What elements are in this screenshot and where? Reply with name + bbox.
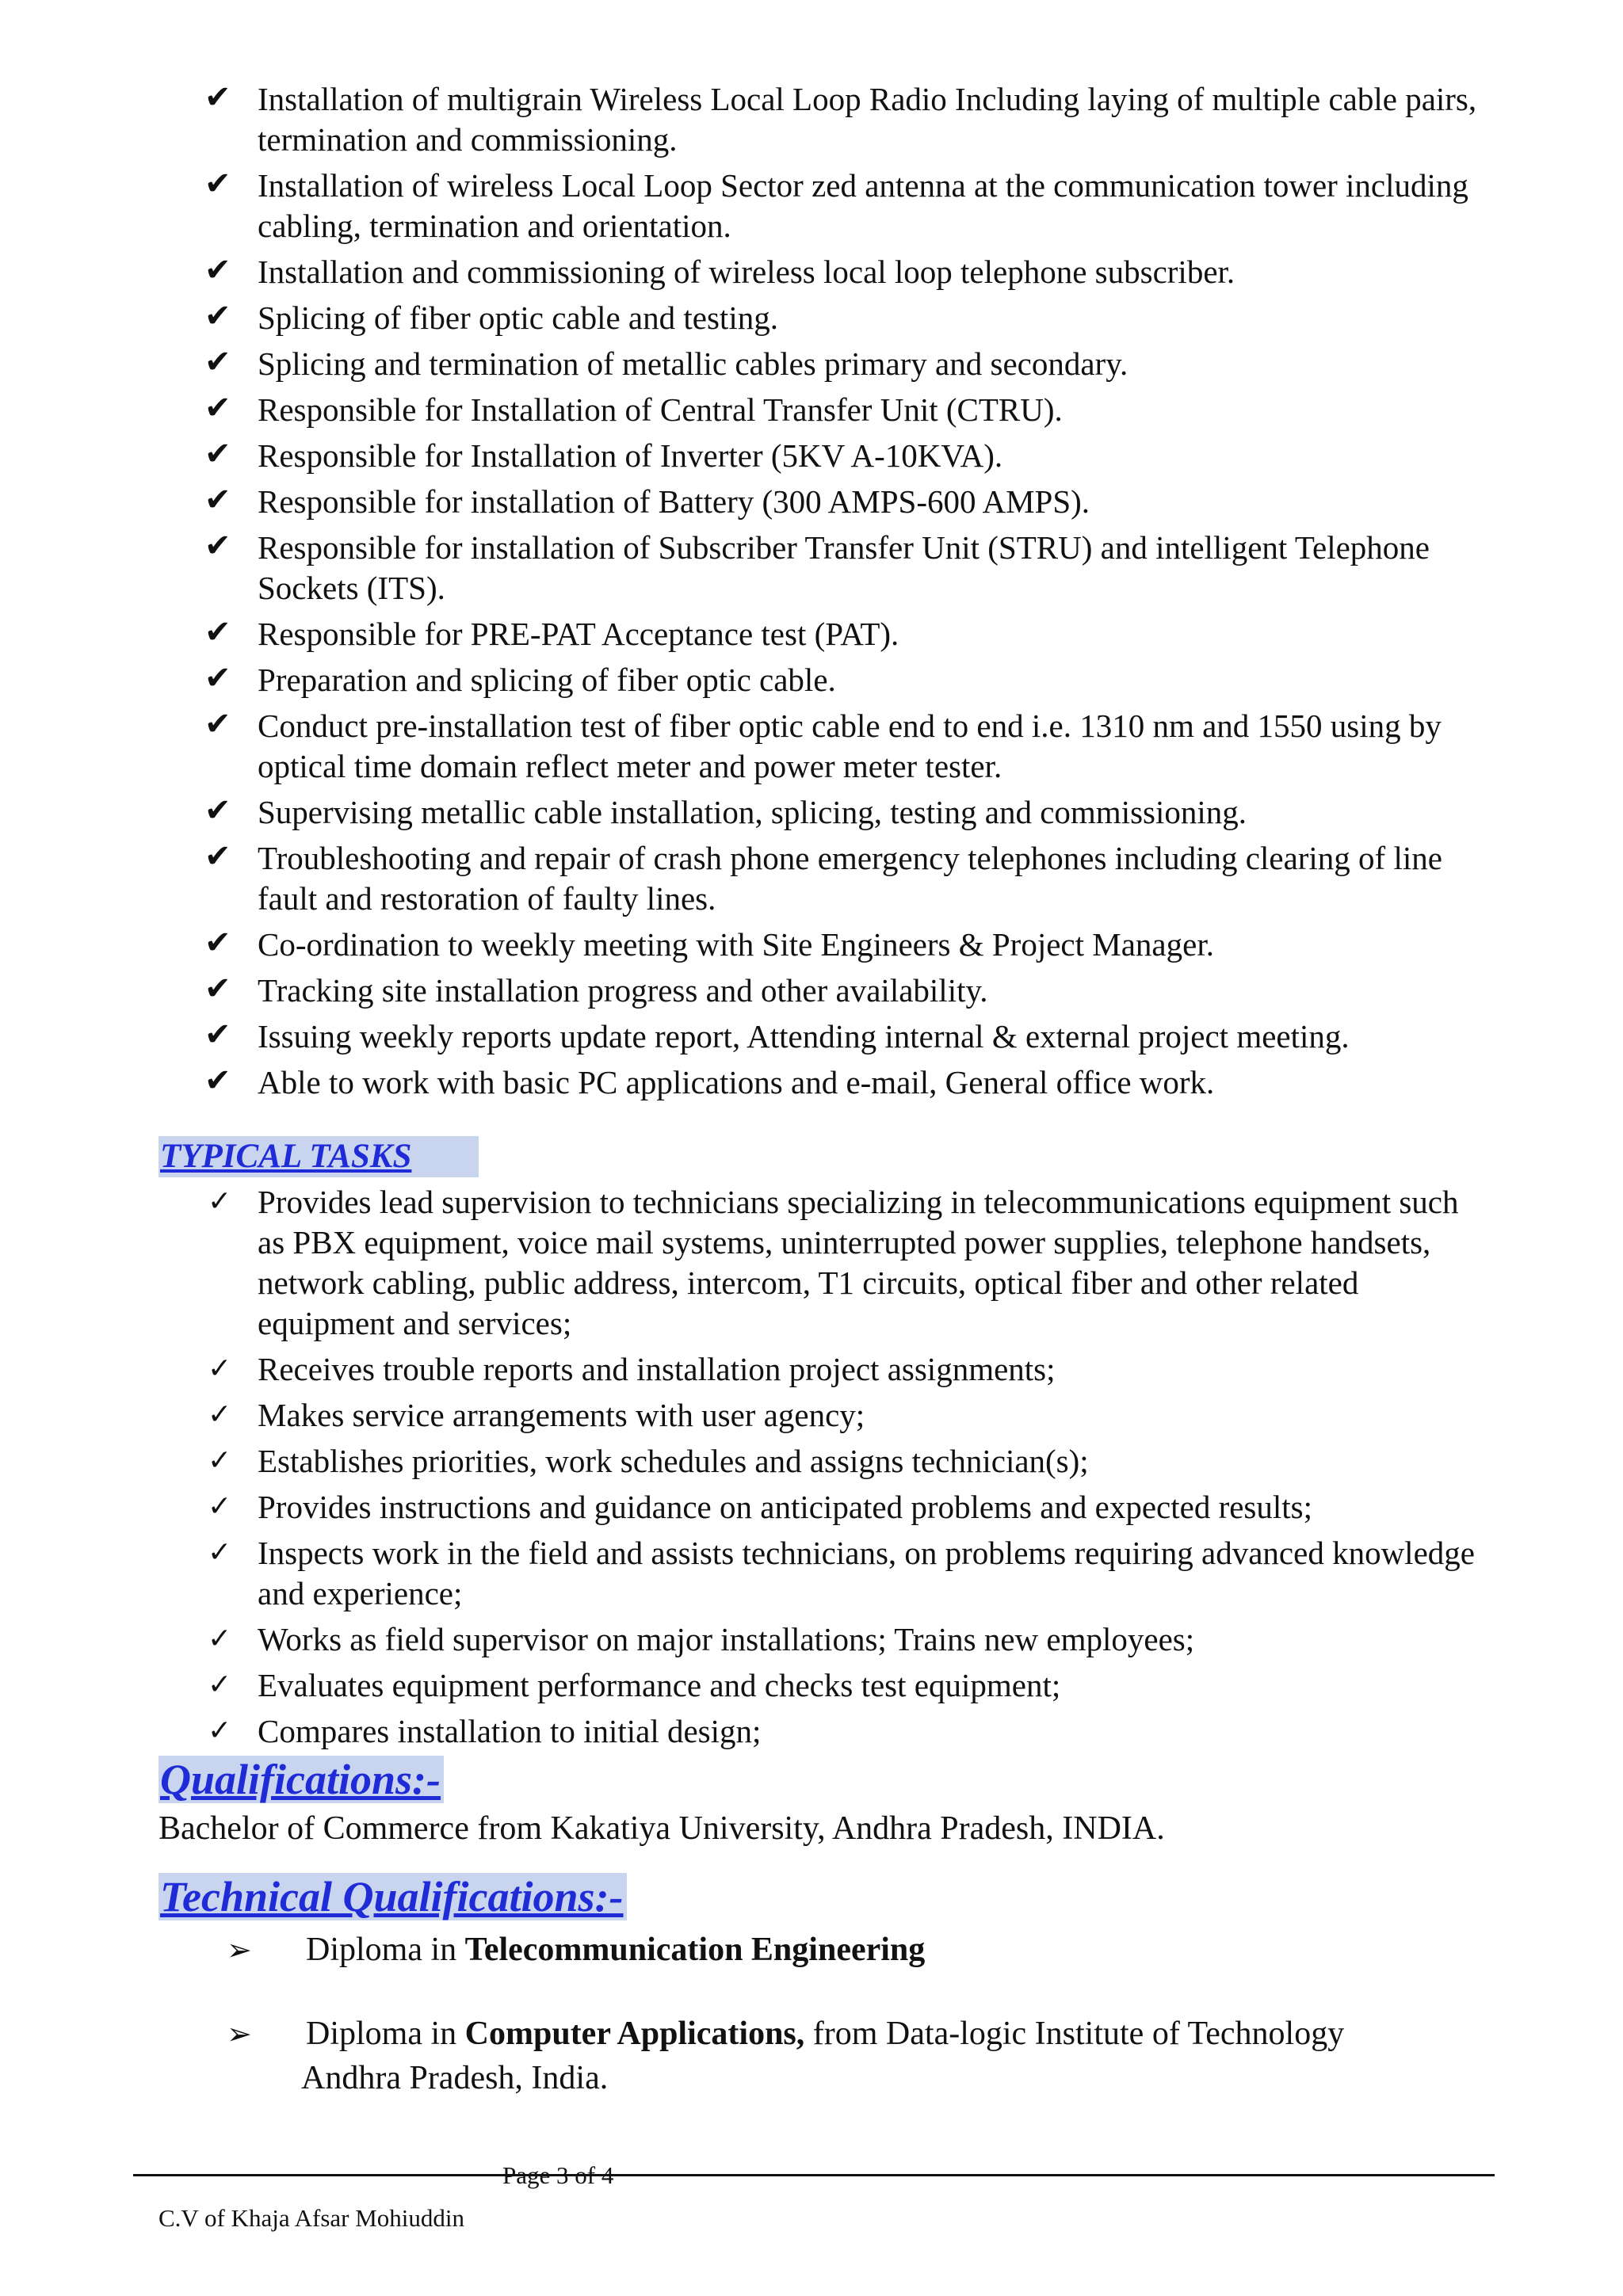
list-item (0, 390, 1494, 430)
check-icon: ✔ (204, 436, 231, 472)
duty-text: Responsible for installation of Battery (300 AMPS-600 AMPS). (258, 483, 1090, 520)
task-text: Provides lead supervision to technicians specializing in telecommunications equipment such as PBX equipment, voice mail systems, uninterrupted power supplies, telephone handsets, network cabling, public address, intercom, T1 circuits, optical fiber and other related equipment and services; (258, 1184, 1459, 1341)
check-icon: ✓ (208, 1185, 232, 1218)
check-icon: ✓ (208, 1352, 232, 1385)
list-item (0, 1349, 1478, 1390)
technical-item-line2: Andhra Pradesh, India. (301, 2060, 609, 2096)
duty-text: Installation of wireless Local Loop Sector zed antenna at the communication tower including cabling, termination and orientation. (258, 167, 1468, 244)
check-icon: ✓ (208, 1623, 232, 1655)
list-item (0, 792, 1494, 833)
check-icon: ✔ (204, 79, 231, 116)
duty-text: Responsible for Installation of Inverter (5KV A-10KVA). (258, 437, 1003, 474)
check-icon: ✓ (208, 1444, 232, 1477)
task-text: Provides instructions and guidance on anticipated problems and expected results; (258, 1489, 1313, 1525)
page-number: Page 3 of 4 (502, 2161, 614, 2189)
typical-tasks-list (0, 1182, 1478, 1757)
check-icon: ✔ (204, 971, 231, 1007)
list-item (0, 971, 1494, 1011)
check-icon: ✔ (204, 166, 231, 202)
duty-text: Splicing and termination of metallic cables primary and secondary. (258, 345, 1128, 382)
task-text: Receives trouble reports and installation project assignments; (258, 1351, 1056, 1387)
duty-text: Able to work with basic PC applications and e-mail, General office work. (258, 1064, 1215, 1100)
check-icon: ✔ (204, 482, 231, 518)
list-item (0, 1062, 1494, 1103)
check-icon: ✔ (204, 838, 231, 875)
technical-item-1 (0, 1928, 1623, 1976)
arrow-bullet-icon: ➢ (227, 2016, 252, 2051)
list-item (0, 1182, 1478, 1344)
list-item (0, 838, 1494, 919)
duty-text: Installation of multigrain Wireless Local Loop Radio Including laying of multiple cable pairs, termination and commissioning. (258, 81, 1477, 158)
list-item (0, 1711, 1478, 1752)
list-item (0, 298, 1494, 338)
footer-cv-name: C.V of Khaja Afsar Mohiuddin (158, 2204, 465, 2232)
technical-item-text (306, 1928, 1495, 1971)
list-item (0, 1533, 1478, 1614)
technical-item-suffix: from Data-logic Institute of Technology (804, 2016, 1345, 2052)
list-item (0, 1619, 1478, 1660)
check-icon: ✓ (208, 1490, 232, 1523)
list-item (0, 614, 1494, 654)
check-icon: ✔ (204, 792, 231, 829)
list-item (0, 706, 1494, 787)
technical-item-prefix: Diploma in (306, 1932, 465, 1968)
check-icon: ✓ (208, 1669, 232, 1701)
list-item (0, 344, 1494, 384)
arrow-bullet-icon: ➢ (227, 1932, 252, 1967)
list-item (0, 1441, 1478, 1482)
duty-text: Responsible for Installation of Central Transfer Unit (CTRU). (258, 391, 1063, 428)
duty-text: Troubleshooting and repair of crash phone emergency telephones including clearing of line fault and restoration of faulty lines. (258, 840, 1442, 917)
technical-item-bold: Computer Applications, (464, 2016, 805, 2052)
task-text: Inspects work in the field and assists technicians, on problems requiring advanced knowledge and experience; (258, 1535, 1475, 1611)
duty-text: Installation and commissioning of wireless local loop telephone subscriber. (258, 254, 1235, 290)
list-item (0, 1665, 1478, 1706)
task-text: Evaluates equipment performance and checks test equipment; (258, 1667, 1061, 1703)
duty-text: Supervising metallic cable installation, splicing, testing and commissioning. (258, 794, 1247, 830)
check-icon: ✓ (208, 1398, 232, 1431)
typical-tasks-heading: TYPICAL TASKS (158, 1136, 479, 1177)
technical-item-text (306, 2012, 1495, 2055)
list-item (0, 436, 1494, 476)
task-text: Works as field supervisor on major installations; Trains new employees; (258, 1621, 1195, 1657)
duty-text: Conduct pre-installation test of fiber optic cable end to end i.e. 1310 nm and 1550 using by optical time domain reflect meter and power meter tester. (258, 707, 1442, 784)
technical-item-prefix: Diploma in (306, 2016, 465, 2052)
duty-text: Co-ordination to weekly meeting with Site Engineers & Project Manager. (258, 926, 1214, 963)
duty-text: Preparation and splicing of fiber optic cable. (258, 662, 836, 698)
check-icon: ✔ (204, 298, 231, 334)
duty-text: Issuing weekly reports update report, Attending internal & external project meeting. (258, 1018, 1350, 1055)
check-icon: ✔ (204, 390, 231, 426)
task-text: Establishes priorities, work schedules and assigns technician(s); (258, 1443, 1089, 1479)
list-item (0, 660, 1494, 700)
task-text: Makes service arrangements with user agency; (258, 1397, 865, 1433)
check-icon: ✓ (208, 1536, 232, 1569)
list-item (0, 1395, 1478, 1436)
list-item (0, 925, 1494, 965)
duties-list (0, 79, 1494, 1108)
duty-text: Splicing of fiber optic cable and testing. (258, 299, 778, 336)
check-icon: ✔ (204, 252, 231, 288)
check-icon: ✔ (204, 1062, 231, 1099)
check-icon: ✔ (204, 614, 231, 650)
list-item (0, 528, 1494, 608)
list-item (0, 252, 1494, 292)
check-icon: ✔ (204, 660, 231, 696)
check-icon: ✔ (204, 706, 231, 742)
task-text: Compares installation to initial design; (258, 1713, 762, 1749)
technical-item-2 (0, 2012, 1623, 2107)
qualifications-heading: Qualifications:- (158, 1756, 444, 1803)
footer-divider (133, 2174, 1495, 2176)
check-icon: ✔ (204, 344, 231, 380)
duty-text: Responsible for installation of Subscriber Transfer Unit (STRU) and intelligent Telephone Sockets (ITS). (258, 529, 1430, 606)
technical-item-bold: Telecommunication Engineering (464, 1932, 926, 1968)
qualifications-text: Bachelor of Commerce from Kakatiya University, Andhra Pradesh, INDIA. (158, 1810, 1165, 1847)
duty-text: Tracking site installation progress and other availability. (258, 972, 988, 1009)
list-item (0, 166, 1494, 246)
check-icon: ✔ (204, 925, 231, 961)
duty-text: Responsible for PRE-PAT Acceptance test (PAT). (258, 616, 899, 652)
list-item (0, 482, 1494, 522)
check-icon: ✔ (204, 1016, 231, 1053)
list-item (0, 79, 1494, 160)
check-icon: ✓ (208, 1714, 232, 1747)
list-item (0, 1016, 1494, 1057)
technical-qualifications-heading: Technical Qualifications:- (158, 1873, 627, 1920)
check-icon: ✔ (204, 528, 231, 564)
list-item (0, 1487, 1478, 1527)
